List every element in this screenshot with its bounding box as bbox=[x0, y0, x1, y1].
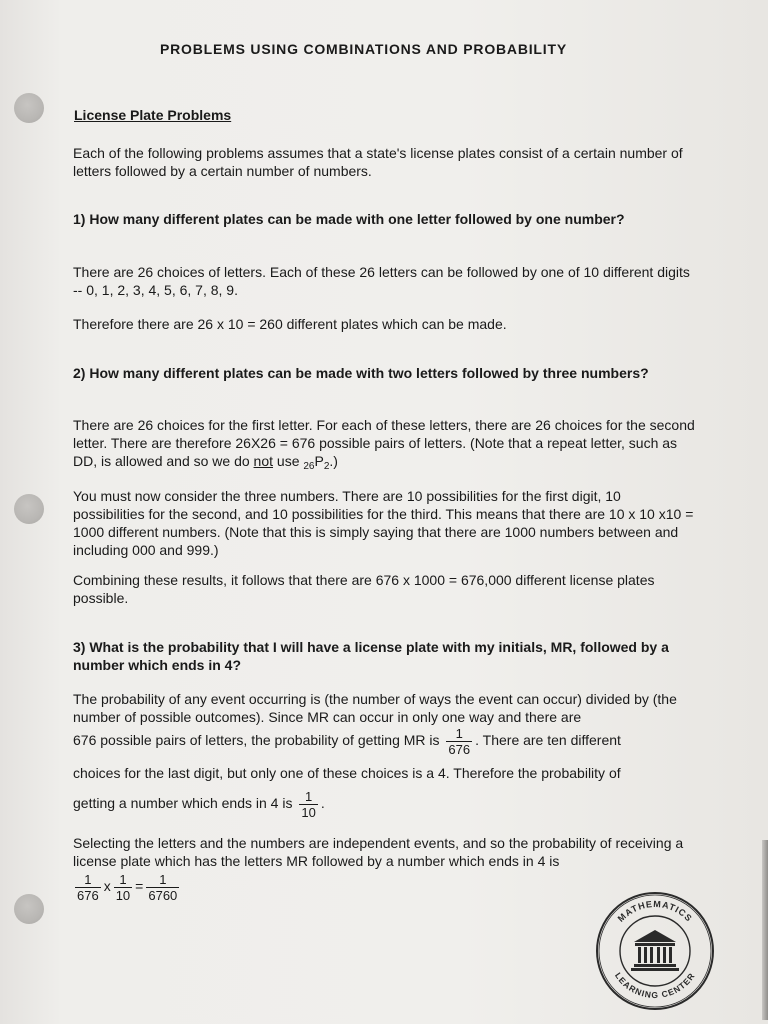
fraction-1-over-6760: $\frac{1}{6760}$ bbox=[148, 872, 178, 903]
fraction-1-over-676: $\frac{1}{676}$ bbox=[448, 726, 471, 757]
question-2: 2) How many different plates can be made with two letters followed by three numbers? bbox=[73, 365, 649, 381]
binder-hole bbox=[14, 93, 44, 123]
q3-digit-line: choices for the last digit, but only one of these choices is a 4. Therefore the probability of bbox=[73, 765, 621, 781]
question-3: 3) What is the probability that I will have a license plate with my initials, MR, followed by a number which ends in 4? bbox=[73, 639, 669, 673]
q3-mr-probability-line: 676 possible pairs of letters, the probability of getting MR is $\frac{1}{676}$ . There are ten different bbox=[73, 726, 621, 757]
q3-final-equation: $\frac{1}{676}$ x $\frac{1}{10}$ = $\frac{1}{6760}$ bbox=[77, 872, 178, 903]
q2-letters-paragraph: There are 26 choices for the first letter. For each of these letters, there are 26 choices for the second letter. There are therefore 26X26 = 676 possible pairs of letters. (Note that a repeat letter, such as DD, is allowed and so we do not use $_{26}P_2$.) bbox=[73, 417, 695, 472]
q3-definition-paragraph: The probability of any event occurring is (the number of ways the event can occur) divided by (the number of possible outcomes). Since MR can occur in only one way and there are bbox=[73, 691, 677, 725]
seal-top-text: MATHEMATICS bbox=[615, 898, 695, 924]
q2-conclusion: Combining these results, it follows that there are 676 x 1000 = 676,000 different license plates possible. bbox=[73, 572, 655, 606]
binder-hole bbox=[14, 494, 44, 524]
q3-digit-probability-line: getting a number which ends in 4 is $\frac{1}{10}$ . bbox=[73, 789, 325, 820]
q1-conclusion: Therefore there are 26 x 10 = 260 different plates which can be made. bbox=[73, 316, 507, 332]
building-icon bbox=[631, 930, 679, 971]
fraction-1-over-676: $\frac{1}{676}$ bbox=[77, 872, 99, 903]
q1-answer-paragraph: There are 26 choices of letters. Each of these 26 letters can be followed by one of 10 different digits -- 0, 1, 2, 3, 4, 5, 6, 7, 8, 9. bbox=[73, 264, 690, 298]
intro-paragraph: Each of the following problems assumes that a state's license plates consist of a certain number of letters followed by a certain number of numbers. bbox=[73, 145, 683, 179]
page-title: PROBLEMS USING COMBINATIONS AND PROBABILITY bbox=[160, 41, 567, 57]
q3-independence-paragraph: Selecting the letters and the numbers are independent events, and so the probability of receiving a license plate which has the letters MR followed by a number which ends in 4 is bbox=[73, 835, 684, 869]
seal-bottom-text: LEARNING CENTER bbox=[612, 970, 698, 1001]
question-1: 1) How many different plates can be made with one letter followed by one number? bbox=[73, 211, 625, 227]
page-edge-shadow bbox=[762, 840, 768, 1020]
mathematics-learning-center-seal bbox=[594, 890, 716, 1012]
fraction-1-over-10: $\frac{1}{10}$ bbox=[301, 789, 316, 820]
section-heading: License Plate Problems bbox=[74, 107, 232, 123]
q2-numbers-paragraph: You must now consider the three numbers. There are 10 possibilities for the first digit, 10 possibilities for the second, and 10 possibilities for the third. This means that there are 10 x 10 x10 = 1000 different numbers. (Note that this is simply saying that there are 1000 numbers between and including 000 and 999.) bbox=[73, 488, 694, 558]
binder-hole bbox=[14, 894, 44, 924]
fraction-1-over-10: $\frac{1}{10}$ bbox=[115, 872, 131, 903]
